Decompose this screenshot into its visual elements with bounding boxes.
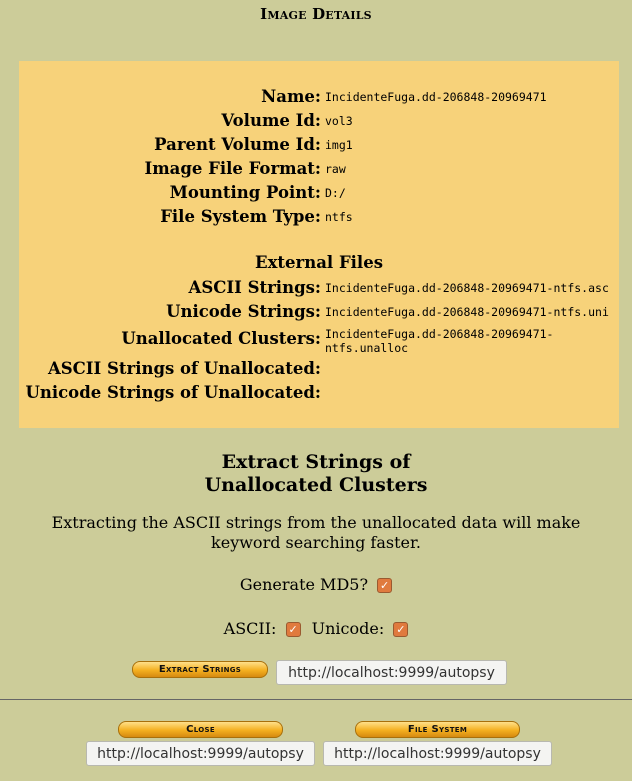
- external-row-unicode-unalloc: [19, 383, 619, 407]
- detail-label: Volume Id:: [221, 111, 321, 130]
- detail-label: Parent Volume Id:: [154, 135, 321, 154]
- detail-label: Mounting Point:: [169, 183, 321, 202]
- close-url-field[interactable]: http://localhost:9999/autopsy: [86, 741, 315, 766]
- detail-value: raw: [325, 162, 346, 176]
- footer-divider: [0, 699, 632, 700]
- detail-value: IncidenteFuga.dd-206848-20969471: [325, 90, 547, 104]
- ascii-checkbox[interactable]: ✓: [286, 622, 301, 637]
- detail-row-mounting-point: [19, 183, 619, 207]
- external-row-unicode: [19, 302, 619, 326]
- ascii-label: ASCII:: [223, 619, 277, 638]
- file-system-button[interactable]: File System: [355, 721, 520, 738]
- external-row-ascii-unalloc: [19, 359, 619, 383]
- detail-label: Image File Format:: [144, 159, 321, 178]
- external-value: IncidenteFuga.dd-206848-20969471-ntfs.asc: [325, 281, 609, 295]
- image-details-panel: [19, 61, 619, 428]
- detail-value: vol3: [325, 114, 353, 128]
- external-label: Unicode Strings of Unallocated:: [25, 383, 321, 402]
- detail-label: File System Type:: [160, 207, 321, 226]
- extract-description: Extracting the ASCII strings from the unallocated data will make keyword searching faster.: [51, 513, 581, 552]
- detail-row-parent-volume-id: [19, 135, 619, 159]
- extract-title-line1: Extract Strings of: [221, 451, 411, 473]
- md5-label: Generate MD5?: [239, 575, 369, 594]
- close-button[interactable]: Close: [118, 721, 283, 738]
- md5-checkbox[interactable]: ✓: [377, 578, 392, 593]
- file-system-url-field[interactable]: http://localhost:9999/autopsy: [323, 741, 552, 766]
- encoding-options: [0, 619, 632, 638]
- external-row-unalloc: [19, 327, 619, 359]
- detail-row-name: [19, 87, 619, 111]
- external-label: ASCII Strings of Unallocated:: [47, 359, 321, 378]
- detail-row-volume-id: [19, 111, 619, 135]
- extract-strings-button[interactable]: Extract Strings: [132, 661, 268, 678]
- external-files-heading: External Files: [255, 253, 383, 272]
- detail-value: D:/: [325, 186, 346, 200]
- external-label: ASCII Strings:: [188, 278, 321, 297]
- detail-row-image-format: [19, 159, 619, 183]
- md5-option: [0, 575, 632, 594]
- page-title: Image Details: [260, 5, 372, 23]
- detail-value: img1: [325, 138, 353, 152]
- unicode-checkbox[interactable]: ✓: [393, 622, 408, 637]
- external-value: IncidenteFuga.dd-206848-20969471-ntfs.uni: [325, 305, 609, 319]
- unicode-label: Unicode:: [311, 619, 385, 638]
- extract-title-line2: Unallocated Clusters: [204, 474, 428, 496]
- external-value: IncidenteFuga.dd-206848-20969471-ntfs.unalloc: [325, 327, 554, 355]
- extract-section-title: [0, 451, 632, 497]
- external-row-ascii: [19, 278, 619, 302]
- external-label: Unallocated Clusters:: [121, 329, 321, 348]
- external-label: Unicode Strings:: [166, 302, 321, 321]
- detail-row-fs-type: [19, 207, 619, 231]
- detail-label: Name:: [261, 87, 321, 106]
- detail-value: ntfs: [325, 210, 353, 224]
- extract-url-field[interactable]: http://localhost:9999/autopsy: [276, 660, 507, 685]
